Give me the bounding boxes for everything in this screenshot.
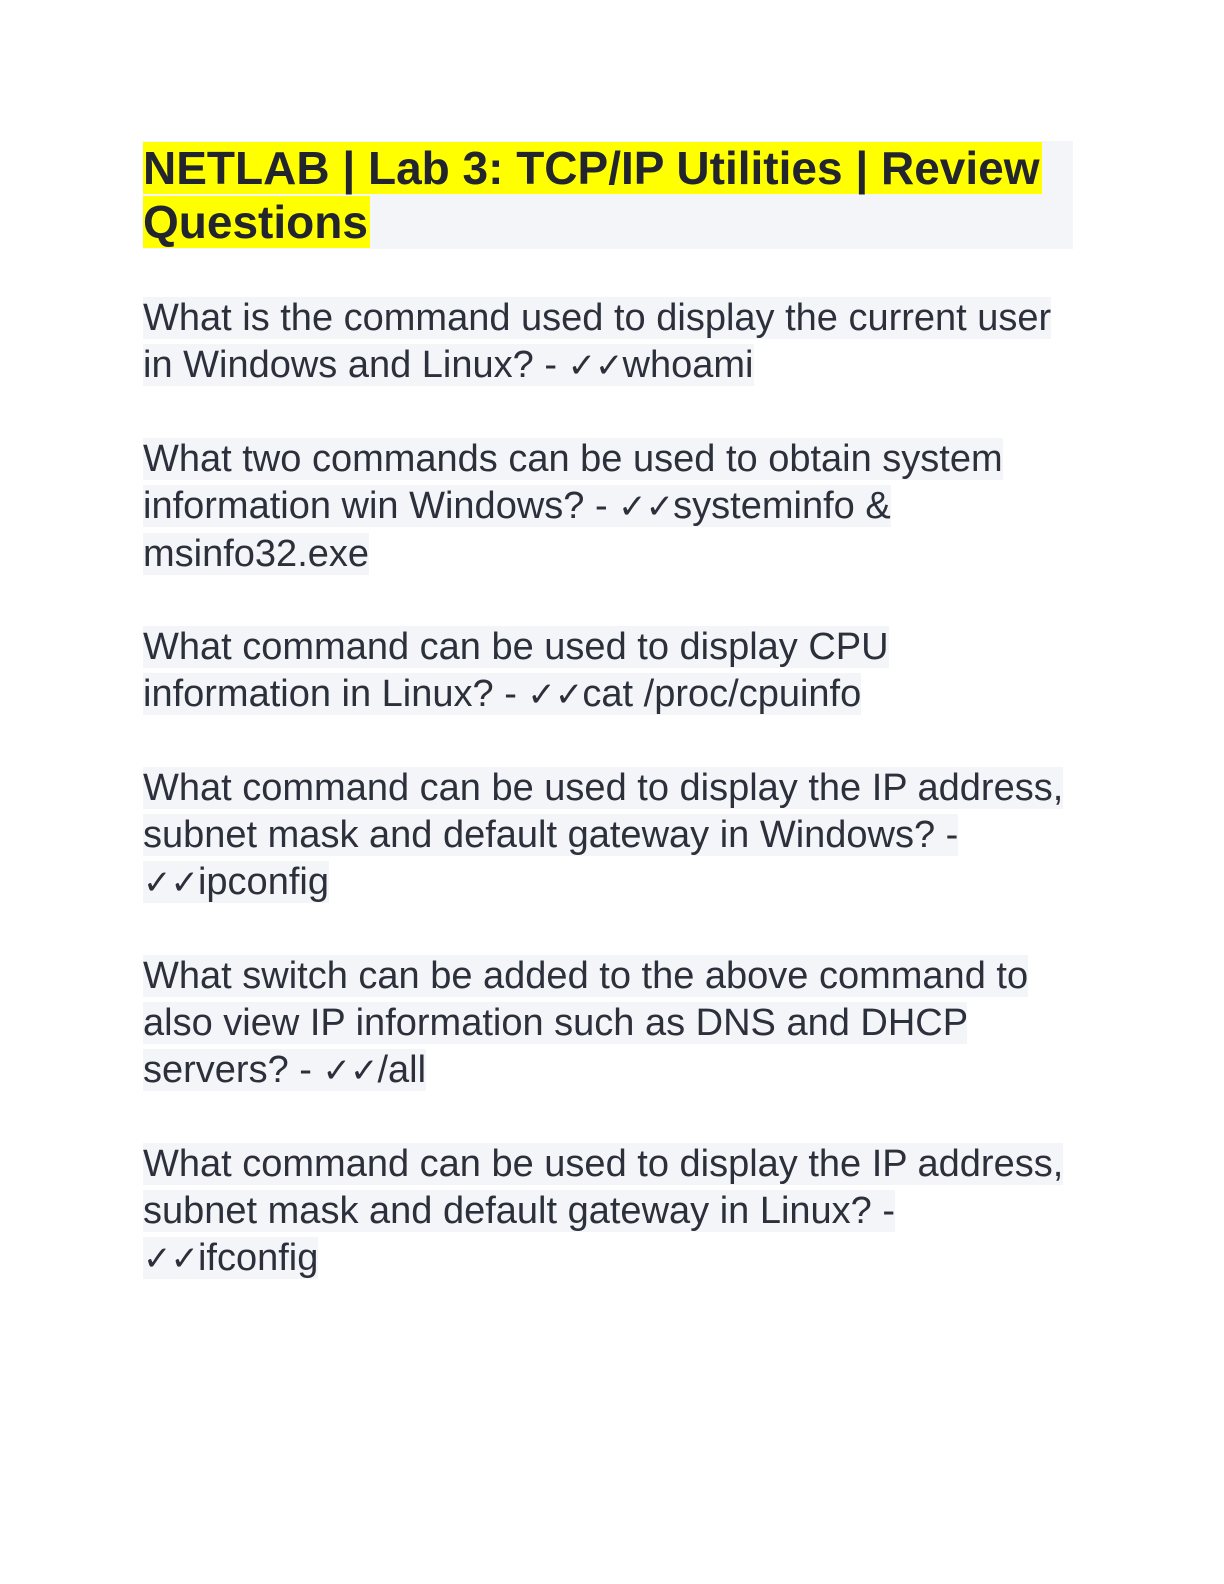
document-page	[143, 141, 1073, 1283]
qa-item-2	[143, 436, 1073, 578]
question-text: What command can be used to display the IP address, subnet mask and default gateway in Windows? -	[143, 767, 1064, 856]
answer-text: whoami	[622, 344, 754, 386]
answer-text: /all	[377, 1049, 427, 1091]
question-text: What command can be used to display CPU information in Linux? -	[143, 626, 889, 715]
check-mark-icon: ✓✓	[322, 1051, 378, 1091]
qa-item-4	[143, 765, 1073, 907]
document-title-text: NETLAB | Lab 3: TCP/IP Utilities | Review Questions	[143, 142, 1040, 248]
document-title	[143, 141, 1073, 249]
qa-item-6	[143, 1141, 1073, 1283]
check-mark-icon: ✓✓	[143, 863, 198, 903]
answer-text: ifconfig	[197, 1237, 319, 1279]
question-text: What command can be used to display the IP address, subnet mask and default gateway in Linux? -	[143, 1143, 1064, 1232]
question-text: What two commands can be used to obtain system information win Windows? -	[143, 438, 1003, 527]
qa-item-3	[143, 624, 1073, 719]
answer-text: ipconfig	[197, 861, 329, 903]
answer-text: cat /proc/cpuinfo	[582, 673, 862, 715]
check-mark-icon: ✓✓	[618, 487, 674, 527]
qa-item-1	[143, 295, 1073, 390]
check-mark-icon: ✓✓	[527, 675, 583, 715]
check-mark-icon: ✓✓	[143, 1239, 198, 1279]
qa-item-5	[143, 953, 1073, 1095]
check-mark-icon: ✓✓	[567, 346, 623, 386]
question-text: What switch can be added to the above command to also view IP information such as DNS and DHCP servers? -	[143, 955, 1029, 1091]
question-text: What is the command used to display the current user in Windows and Linux? -	[143, 297, 1052, 386]
answer-text: systeminfo & msinfo32.exe	[143, 485, 891, 575]
